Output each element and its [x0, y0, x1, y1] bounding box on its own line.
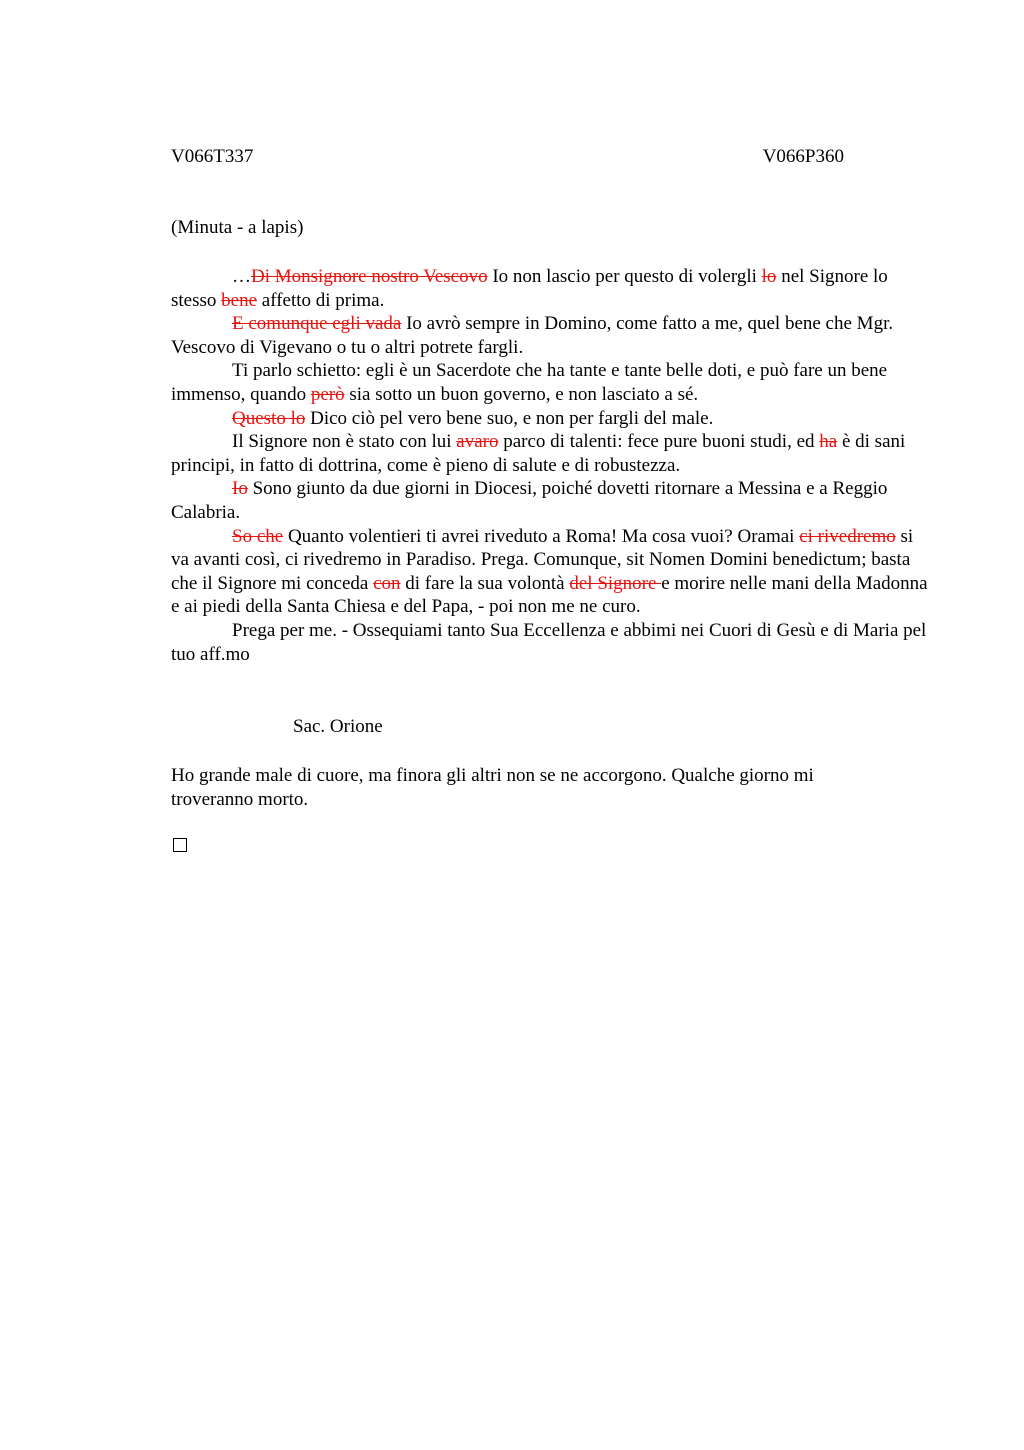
letter-body	[171, 265, 931, 666]
deleted-text: So che	[232, 525, 284, 547]
deleted-text: Questo lo	[232, 407, 306, 429]
paragraph-1: …Di Monsignore nostro Vescovo Io non lascio per questo di volergli lo nel Signore lo stesso bene affetto di prima.	[171, 266, 888, 311]
deleted-text: però	[310, 383, 345, 405]
paragraph-3: Ti parlo schietto: egli è un Sacerdote che ha tante e tante belle doti, e può fare un bene immenso, quando però sia sotto un buon governo, e non lasciato a sé.	[171, 360, 888, 405]
document-ids	[171, 146, 844, 170]
paragraph-6: Io Sono giunto da due giorni in Diocesi, poiché dovetti ritornare a Messina e a Reggio Calabria.	[171, 478, 888, 523]
deleted-text: bene	[221, 289, 258, 311]
deleted-text: ha	[819, 431, 838, 453]
page-id: V066P360	[762, 146, 844, 167]
text-id: V066T337	[171, 146, 254, 167]
signature: Sac. Orione	[293, 716, 383, 737]
deleted-text: ci rivedremo	[799, 525, 896, 547]
draft-note: (Minuta - a lapis)	[171, 217, 304, 238]
deleted-text: del Signore	[569, 572, 662, 594]
paragraph-2: E comunque egli vada Io avrò sempre in Domino, come fatto a me, quel bene che Mgr. Vescovo di Vigevano o tu o altri potrete fargli.	[171, 313, 894, 358]
deleted-text: con	[373, 572, 401, 594]
deleted-text: Di Monsignore nostro Vescovo	[251, 266, 488, 287]
checkbox-glyph	[173, 838, 187, 852]
deleted-text: Io	[232, 478, 248, 500]
paragraph-7: So che Quanto volentieri ti avrei riveduto a Roma! Ma cosa vuoi? Oramai ci rivedremo si va avanti così, ci rivedremo in Paradiso. Prega. Comunque, sit Nomen Domini benedictum; basta che il Signore mi conceda con di fare la sua volontà del Signore e morire nelle mani della Madonna e ai piedi della Santa Chiesa e del Papa, - poi non me ne curo.	[171, 525, 928, 618]
paragraph-8: Prega per me. - Ossequiami tanto Sua Eccellenza e abbimi nei Cuori di Gesù e di Maria pel tuo aff.mo	[171, 619, 927, 665]
deleted-text: lo	[761, 266, 777, 287]
postscript: Ho grande male di cuore, ma finora gli altri non se ne accorgono. Qualche giorno mi troveranno morto.	[171, 765, 814, 810]
paragraph-5: Il Signore non è stato con lui avaro parco di talenti: fece pure buoni studi, ed ha è di sani principi, in fatto di dottrina, come è pieno di salute e di robustezza.	[171, 431, 906, 476]
deleted-text: avaro	[456, 431, 499, 453]
paragraph-4: Questo lo Dico ciò pel vero bene suo, e non per fargli del male.	[232, 407, 714, 429]
deleted-text: E comunque egli vada	[232, 313, 402, 335]
